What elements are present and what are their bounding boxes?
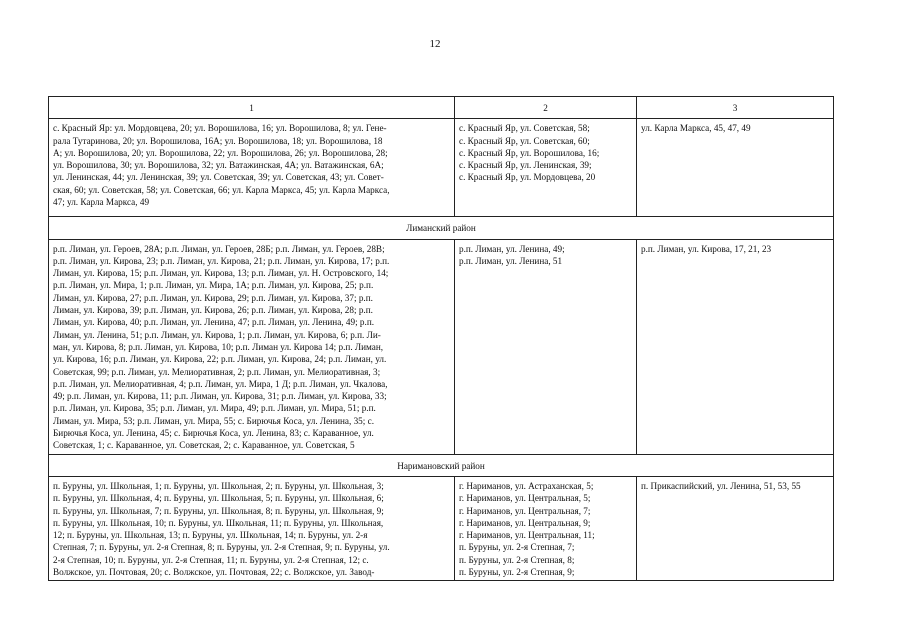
text-line: с. Красный Яр, ул. Советская, 58; [459,123,590,134]
text-line: п. Буруны, ул. 2-я Степная, 7; [459,542,575,553]
text-line: 12; п. Буруны, ул. Школьная, 13; п. Буруны, ул. Школьная, 14; п. Буруны, ул. 2-я [53,530,368,541]
addresses-cell [455,119,637,217]
addresses-cell [49,239,455,454]
text-line: Лиман, ул. Мира, 53; р.п. Лиман, ул. Мира, 55; с. Бирючья Коса, ул. Ленина, 35; с. [53,415,374,426]
text-line: ул. Кирова, 16; р.п. Лиман, ул. Кирова, 22; р.п. Лиман, ул. Кирова, 24; р.п. Лиман, ул. [53,354,387,365]
text-line: Лиман, ул. Кирова, 39; р.п. Лиман, ул. Кирова, 26; р.п. Лиман, ул. Кирова, 28; р.п. [53,305,373,316]
text-line: п. Буруны, ул. Школьная, 1; п. Буруны, ул. Школьная, 2; п. Буруны, ул. Школьная, 3; [53,480,384,491]
text-line: с. Красный Яр, ул. Ленинская, 39; [459,160,592,171]
text-line: Советская, 1; с. Караванное, ул. Советская, 2; с. Караванное, ул. Советская, 5 [53,440,355,451]
text-line: п. Прикаспийский, ул. Ленина, 51, 53, 55 [641,480,801,491]
addresses-cell [49,476,455,580]
text-line: Лиман, ул. Кирова, 27; р.п. Лиман, ул. Кирова, 29; р.п. Лиман, ул. Кирова, 37; р.п. [53,292,373,303]
column-header-3: 3 [637,97,834,119]
addresses-cell [455,239,637,454]
text-line: с. Красный Яр, ул. Мордовцева, 20 [459,172,596,183]
text-line: ул. Ворошилова, 30; ул. Ворошилова, 32; ул. Ватажинская, 4А; ул. Ватажинская, 6А; [53,160,384,171]
text-line: г. Нариманов, ул. Центральная, 5; [459,493,591,504]
text-line: ул. Ленинская, 44; ул. Ленинская, 39; ул. Советская, 39; ул. Советская, 43; ул. Совет- [53,172,384,183]
text-line: 2-я Степная, 10; п. Буруны, ул. 2-я Степная, 11; п. Буруны, ул. 2-я Степная, 12; с. [53,554,369,565]
column-header-2: 2 [455,97,637,119]
district-heading: Лиманский район [49,217,834,239]
text-line: Советская, 99; р.п. Лиман, ул. Мелиоративная, 2; р.п. Лиман, ул. Мелиоративная, 3; [53,366,381,377]
addresses-cell [637,476,834,580]
text-line: п. Буруны, ул. Школьная, 7; п. Буруны, ул. Школьная, 8; п. Буруны, ул. Школьная, 9; [53,505,384,516]
text-line: с. Красный Яр, ул. Ворошилова, 16; [459,147,600,158]
text-line: 49; р.п. Лиман, ул. Кирова, 11; р.п. Лиман, ул. Кирова, 31; р.п. Лиман, ул. Кирова, 33; [53,391,387,402]
text-line: 47; ул. Карла Маркса, 49 [53,197,150,208]
text-line: Лиман, ул. Ленина, 51; р.п. Лиман, ул. Кирова, 1; р.п. Лиман, ул. Кирова, 6; р.п. Ли- [53,329,381,340]
text-line: р.п. Лиман, ул. Мира, 1; р.п. Лиман, ул. Мира, 1А; р.п. Лиман, ул. Кирова, 25; р.п. [53,280,374,291]
text-line: Степная, 7; п. Буруны, ул. 2-я Степная, 8; п. Буруны, ул. 2-я Степная, 9; п. Буруны, ул. [53,542,390,553]
text-line: г. Нариманов, ул. Центральная, 9; [459,517,591,528]
text-line: А; ул. Ворошилова, 20; ул. Ворошилова, 22; ул. Ворошилова, 26; ул. Ворошилова, 28; [53,147,388,158]
page-number: 12 [429,38,441,50]
text-line: р.п. Лиман, ул. Кирова, 35; р.п. Лиман, ул. Мира, 49; р.п. Лиман, ул. Мира, 51; р.п. [53,403,376,414]
table-header-row [49,97,834,119]
table-row [49,119,834,217]
text-line: ская, 60; ул. Советская, 58; ул. Советская, 66; ул. Карла Маркса, 45; ул. Карла Маркса, [53,184,390,195]
text-line: п. Буруны, ул. Школьная, 4; п. Буруны, ул. Школьная, 5; п. Буруны, ул. Школьная, 6; [53,493,384,504]
text-line: Волжское, ул. Почтовая, 20; с. Волжское, ул. Почтовая, 22; с. Волжское, ул. Завод- [53,567,375,578]
table-row [49,476,834,580]
text-line: с. Красный Яр, ул. Советская, 60; [459,135,590,146]
addresses-cell [637,119,834,217]
district-heading: Наримановский район [49,454,834,476]
text-line: р.п. Лиман, ул. Кирова, 17, 21, 23 [641,243,772,254]
text-line: с. Красный Яр: ул. Мордовцева, 20; ул. Ворошилова, 16; ул. Ворошилова, 8; ул. Гене- [53,123,387,134]
column-header-1: 1 [49,97,455,119]
addresses-cell [455,476,637,580]
addresses-cell [637,239,834,454]
text-line: ман, ул. Кирова, 8; р.п. Лиман, ул. Кирова, 10; р.п. Лиман ул. Кирова 14; р.п. Лиман, [53,341,384,352]
text-line: р.п. Лиман, ул. Ленина, 49; [459,243,565,254]
text-line: р.п. Лиман, ул. Мелиоративная, 4; р.п. Лиман, ул. Мира, 1 Д; р.п. Лиман, ул. Чкалова, [53,378,388,389]
district-row [49,454,834,476]
text-line: п. Буруны, ул. 2-я Степная, 9; [459,567,575,578]
addresses-table [48,96,834,581]
text-line: г. Нариманов, ул. Астраханская, 5; [459,480,594,491]
text-line: Лиман, ул. Кирова, 15; р.п. Лиман, ул. Кирова, 13; р.п. Лиман, ул. Н. Островского, 14; [53,268,389,279]
text-line: р.п. Лиман, ул. Ленина, 51 [459,255,563,266]
text-line: Бирючья Коса, ул. Ленина, 45; с. Бирючья Коса, ул. Ленина, 83; с. Караванное, ул. [53,428,374,439]
text-line: п. Буруны, ул. 2-я Степная, 8; [459,554,575,565]
addresses-cell [49,119,455,217]
district-row [49,217,834,239]
text-line: р.п. Лиман, ул. Героев, 28А; р.п. Лиман, ул. Героев, 28Б; р.п. Лиман, ул. Героев, 28В; [53,243,385,254]
text-line: р.п. Лиман, ул. Кирова, 23; р.п. Лиман, ул. Кирова, 21; р.п. Лиман, ул. Кирова, 17; р.п. [53,255,390,266]
table-row [49,239,834,454]
text-line: г. Нариманов, ул. Центральная, 11; [459,530,595,541]
text-line: г. Нариманов, ул. Центральная, 7; [459,505,591,516]
text-line: п. Буруны, ул. Школьная, 10; п. Буруны, ул. Школьная, 11; п. Буруны, ул. Школьная, [53,517,384,528]
text-line: ул. Карла Маркса, 45, 47, 49 [641,123,751,134]
text-line: Лиман, ул. Кирова, 40; р.п. Лиман, ул. Ленина, 47; р.п. Лиман, ул. Ленина, 49; р.п. [53,317,375,328]
text-line: рала Тутаринова, 20; ул. Ворошилова, 16А; ул. Ворошилова, 18; ул. Ворошилова, 18 [53,135,383,146]
